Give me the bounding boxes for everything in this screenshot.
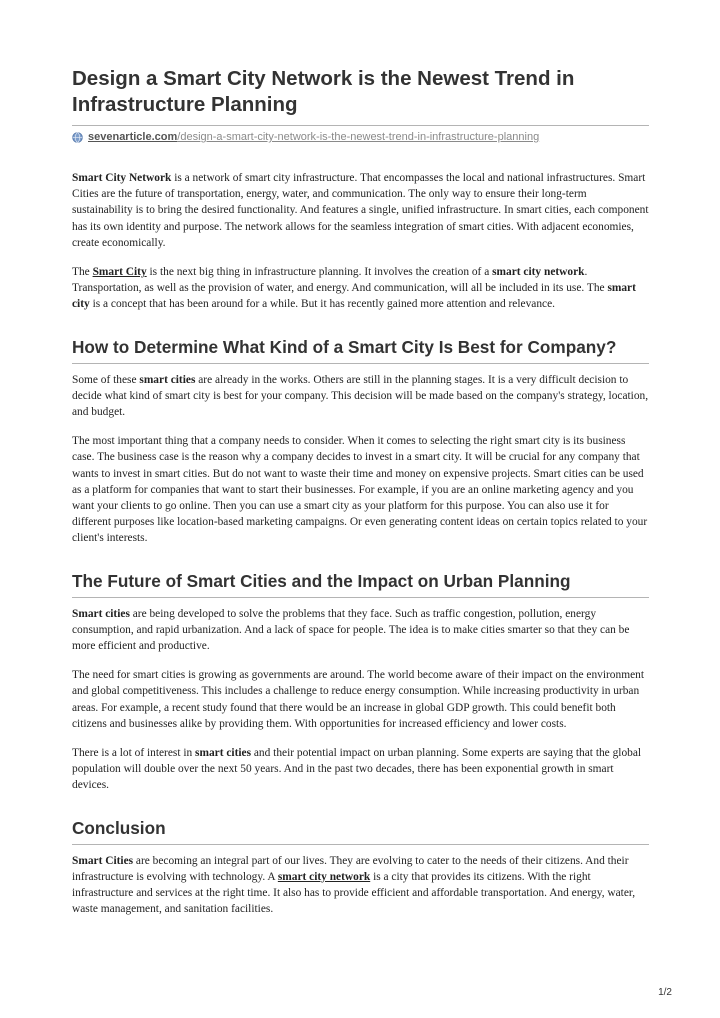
- section-heading-future: The Future of Smart Cities and the Impact on Urban Planning: [72, 570, 649, 598]
- paragraph-text: is a concept that has been around for a while. But it has recently gained more attention and relevance.: [89, 298, 555, 311]
- source-domain-link[interactable]: sevenarticle.com: [88, 131, 178, 143]
- page-number: 1/2: [658, 987, 672, 998]
- intro-paragraph-1: [72, 170, 649, 251]
- section2-paragraph-2: The need for smart cities is growing as governments are around. The world become aware of their impact on the environment and global competitiveness. This includes a challenge to reduce energy consumption. While increasing productivity in urban areas. For example, a recent study found that there would be an increase in global GDP growth. This could benefit both citizens and businesses alike by providing them. With opportunities for increased efficiency and lower costs.: [72, 669, 644, 730]
- smart-city-network-link[interactable]: smart city network: [277, 870, 371, 883]
- paragraph-text: are being developed to solve the problems that they face. Such as traffic congestion, pollution, energy consumption, and rapid urbanization. And a lack of space for people. The idea is to make cities smarter so that they can be more efficient and productive.: [72, 607, 630, 653]
- page-title: Design a Smart City Network is the Newest Trend in Infrastructure Planning: [72, 67, 575, 116]
- bold-term: smart cities: [195, 747, 252, 760]
- bold-term: smart cities: [139, 373, 196, 386]
- paragraph-text: and their potential impact on urban planning. Some experts are saying that the global population will double over the next 50 years. And in the past two decades, there has been exponential growth in smart devices.: [72, 747, 642, 792]
- source-line: [72, 125, 649, 143]
- section1-paragraph-2: The most important thing that a company needs to consider. When it comes to selecting the right smart city is its business case. The business case is the reason why a company decides to invest in a smart city. It will be crucial for any company that wants to invest in smart cities. But do not want to waste their time and money on expensive projects. Smart cities can be used as a platform for companies that want to start their businesses. For example, if you are an online marketing agency and you want your clients to go online. Then you can use a smart city as your platform for this purpose. You can also use it for different purposes like location-based marketing campaigns. Or even generating content ideas on certain topics related to your client's interests.: [72, 435, 648, 545]
- bold-term: smart city: [72, 282, 636, 311]
- globe-icon: [72, 132, 83, 143]
- paragraph-text: is a city that provides its citizens. With the right infrastructure and services at the right time. It also has to provide efficient and affordable transportation. And energy, water, waste management, and sanitation facilities.: [72, 870, 636, 916]
- source-path-link[interactable]: /design-a-smart-city-network-is-the-newest-trend-in-infrastructure-planning: [177, 131, 540, 143]
- paragraph-text: are becoming an integral part of our lives. They are evolving to cater to the needs of their citizens. And their infrastructure is evolving with technology. A: [72, 854, 629, 883]
- bold-term: Smart Cities: [72, 854, 134, 867]
- document-page: [72, 66, 649, 931]
- bold-term: Smart City Network: [72, 172, 172, 184]
- section-heading-conclusion: Conclusion: [72, 817, 649, 845]
- paragraph-text: are already in the works. Others are still in the planning stages. It is a very difficult decision to decide what kind of smart city is best for your company. This decision will be made based on the company's strategy, location, and budget.: [72, 373, 649, 419]
- smart-city-link[interactable]: Smart City: [92, 266, 147, 279]
- section2-paragraph-1: [72, 606, 649, 655]
- paragraph-text: There is a lot of interest in: [72, 747, 196, 760]
- paragraph-text: Some of these: [72, 373, 140, 386]
- section-heading-determine: How to Determine What Kind of a Smart City Is Best for Company?: [72, 336, 649, 364]
- paragraph-text: The: [72, 266, 93, 279]
- paragraph-text: . Transportation, as well as the provision of water, and energy. And communication, will all be included in its use. The: [72, 266, 608, 295]
- bold-term: smart city network: [492, 266, 585, 279]
- paragraph-text: is a network of smart city infrastructure. That encompasses the local and national infrastructures. Smart Cities are the future of transportation, energy, water, and communication. The only way to ensure their long-term sustainability is to bring the desired functionality. And features a single, unified infrastructure. In smart cities, each component has its own identity and purpose. The network allows for the seamless integration of smart cities. With adjacent economies, create economically.: [72, 172, 649, 249]
- bold-term: Smart cities: [72, 607, 130, 620]
- section2-paragraph-3: [72, 745, 649, 794]
- section1-paragraph-1: [72, 372, 649, 421]
- paragraph-text: is the next big thing in infrastructure planning. It involves the creation of a: [146, 266, 493, 279]
- conclusion-paragraph: [72, 853, 649, 918]
- intro-paragraph-2: [72, 264, 649, 313]
